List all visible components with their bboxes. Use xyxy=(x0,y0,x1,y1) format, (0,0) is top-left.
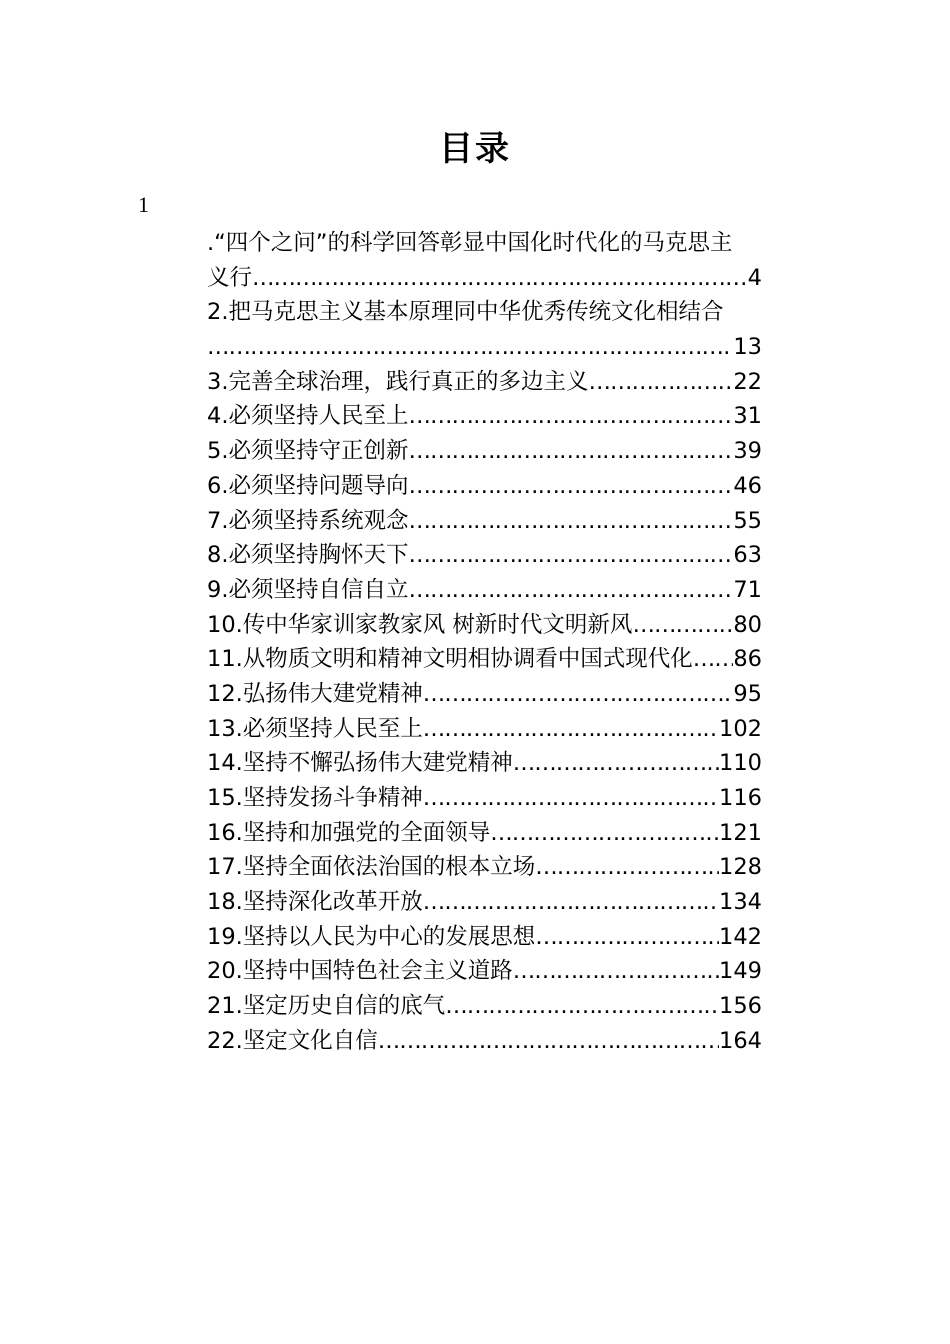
toc-entry-page: 31 xyxy=(733,403,762,430)
toc-entry-text: 10.传中华家训家教家风 树新时代文明新风 xyxy=(207,611,633,638)
toc-entry[interactable] xyxy=(207,399,762,434)
toc-leader-dots xyxy=(423,781,719,816)
toc-entry[interactable] xyxy=(207,469,762,504)
toc-entry-page: 86 xyxy=(733,646,762,673)
toc-entry-page: 55 xyxy=(733,507,762,534)
toc-leader-dots xyxy=(513,954,719,989)
toc-entry[interactable] xyxy=(207,608,762,643)
toc-entry-text: 12.弘扬伟大建党精神 xyxy=(207,680,423,707)
toc-entry-page: 95 xyxy=(733,680,762,707)
toc-entry-page: 4 xyxy=(747,264,762,291)
toc-entry-text: 17.坚持全面依法治国的根本立场 xyxy=(207,854,536,881)
toc-entry[interactable] xyxy=(207,781,762,816)
toc-entry-text-line1: 2.把马克思主义基本原理同中华优秀传统文化相结合 xyxy=(207,299,724,326)
toc-list xyxy=(207,226,837,1059)
toc-leader-dots xyxy=(423,885,719,920)
toc-entry-text: 16.坚持和加强党的全面领导 xyxy=(207,819,491,846)
toc-leader-dots xyxy=(207,330,733,365)
toc-entry-text: 13.必须坚持人民至上 xyxy=(207,715,423,742)
toc-entry-text: 8.必须坚持胸怀天下 xyxy=(207,542,409,569)
toc-entry[interactable] xyxy=(207,226,837,295)
toc-entry-text-line1: .“四个之问”的科学回答彰显中国化时代化的马克思主 xyxy=(207,230,733,256)
toc-entry-text: 7.必须坚持系统观念 xyxy=(207,507,409,534)
toc-leader-dots xyxy=(408,504,733,539)
toc-entry[interactable] xyxy=(207,885,762,920)
toc-leader-dots xyxy=(490,816,719,851)
toc-title: 目录 xyxy=(439,129,511,169)
toc-entry-text: 6.必须坚持问题导向 xyxy=(207,472,409,499)
toc-leader-dots xyxy=(423,712,719,747)
toc-entry-page: 121 xyxy=(719,819,762,846)
toc-entry[interactable] xyxy=(207,816,762,851)
toc-entry[interactable] xyxy=(207,538,762,573)
toc-entry-page: 22 xyxy=(733,368,762,395)
toc-entry[interactable] xyxy=(207,954,762,989)
toc-entry-text: 5.必须坚持守正创新 xyxy=(207,438,409,465)
toc-leader-dots xyxy=(378,1024,719,1059)
toc-entry[interactable] xyxy=(207,1024,762,1059)
toc-entry-text: 15.坚持发扬斗争精神 xyxy=(207,785,423,811)
toc-entry-page: 110 xyxy=(719,750,762,777)
toc-leader-dots xyxy=(535,920,719,955)
toc-entry[interactable] xyxy=(207,573,762,608)
toc-leader-dots xyxy=(588,365,733,400)
toc-entry[interactable] xyxy=(207,746,762,781)
toc-leader-dots xyxy=(423,677,734,712)
toc-leader-dots xyxy=(252,261,748,296)
toc-leader-dots xyxy=(693,642,734,677)
toc-leader-dots xyxy=(632,608,733,643)
toc-entry-text: 11.从物质文明和精神文明相协调看中国式现代化 xyxy=(207,646,693,673)
toc-entry-page: 142 xyxy=(719,923,762,950)
toc-entry-line2 xyxy=(207,330,762,365)
stray-page-number: 1 xyxy=(138,192,149,217)
toc-entry[interactable] xyxy=(207,850,762,885)
toc-entry-text: 14.坚持不懈弘扬伟大建党精神 xyxy=(207,750,513,777)
toc-entry-page: 71 xyxy=(733,576,762,603)
toc-entry-page: 80 xyxy=(733,611,762,638)
toc-entry-text: 4.必须坚持人民至上 xyxy=(207,403,409,430)
toc-entry-page: 46 xyxy=(733,472,762,499)
toc-leader-dots xyxy=(408,538,733,573)
toc-entry[interactable] xyxy=(207,677,762,712)
toc-leader-dots xyxy=(408,434,733,469)
toc-entry[interactable] xyxy=(207,920,762,955)
toc-entry[interactable] xyxy=(207,365,762,400)
toc-entry-text: 9.必须坚持自信自立 xyxy=(207,576,409,603)
toc-entry-page: 156 xyxy=(719,993,762,1020)
toc-entry-page: 134 xyxy=(719,889,762,916)
toc-entry[interactable] xyxy=(207,504,762,539)
toc-leader-dots xyxy=(408,573,733,608)
toc-leader-dots xyxy=(445,989,719,1024)
toc-leader-dots xyxy=(408,399,733,434)
toc-entry-text: 18.坚持深化改革开放 xyxy=(207,889,423,916)
toc-entry-page: 116 xyxy=(719,785,762,811)
toc-entry[interactable] xyxy=(207,295,837,364)
toc-leader-dots xyxy=(513,746,719,781)
toc-entry-page: 39 xyxy=(733,438,762,465)
toc-entry-text: 3.完善全球治理，践行真正的多边主义 xyxy=(207,368,589,395)
toc-entry-page: 164 xyxy=(719,1027,762,1054)
toc-entry[interactable] xyxy=(207,712,762,747)
toc-entry[interactable] xyxy=(207,642,762,677)
toc-entry-page: 128 xyxy=(719,854,762,881)
toc-entry-page: 149 xyxy=(719,958,762,985)
toc-entry-text: 22.坚定文化自信 xyxy=(207,1027,378,1054)
toc-leader-dots xyxy=(535,850,719,885)
toc-entry[interactable] xyxy=(207,434,762,469)
toc-entry-text: 20.坚持中国特色社会主义道路 xyxy=(207,958,513,985)
toc-leader-dots xyxy=(408,469,733,504)
toc-entry-text: 19.坚持以人民为中心的发展思想 xyxy=(207,923,536,950)
toc-entry-text-line2: 义行 xyxy=(207,264,253,291)
toc-entry-page: 63 xyxy=(733,542,762,569)
toc-entry-line2 xyxy=(207,261,762,296)
toc-entry-page: 102 xyxy=(719,715,762,742)
toc-entry[interactable] xyxy=(207,989,762,1024)
toc-entry-page: 13 xyxy=(733,334,762,361)
toc-entry-text: 21.坚定历史自信的底气 xyxy=(207,993,446,1020)
